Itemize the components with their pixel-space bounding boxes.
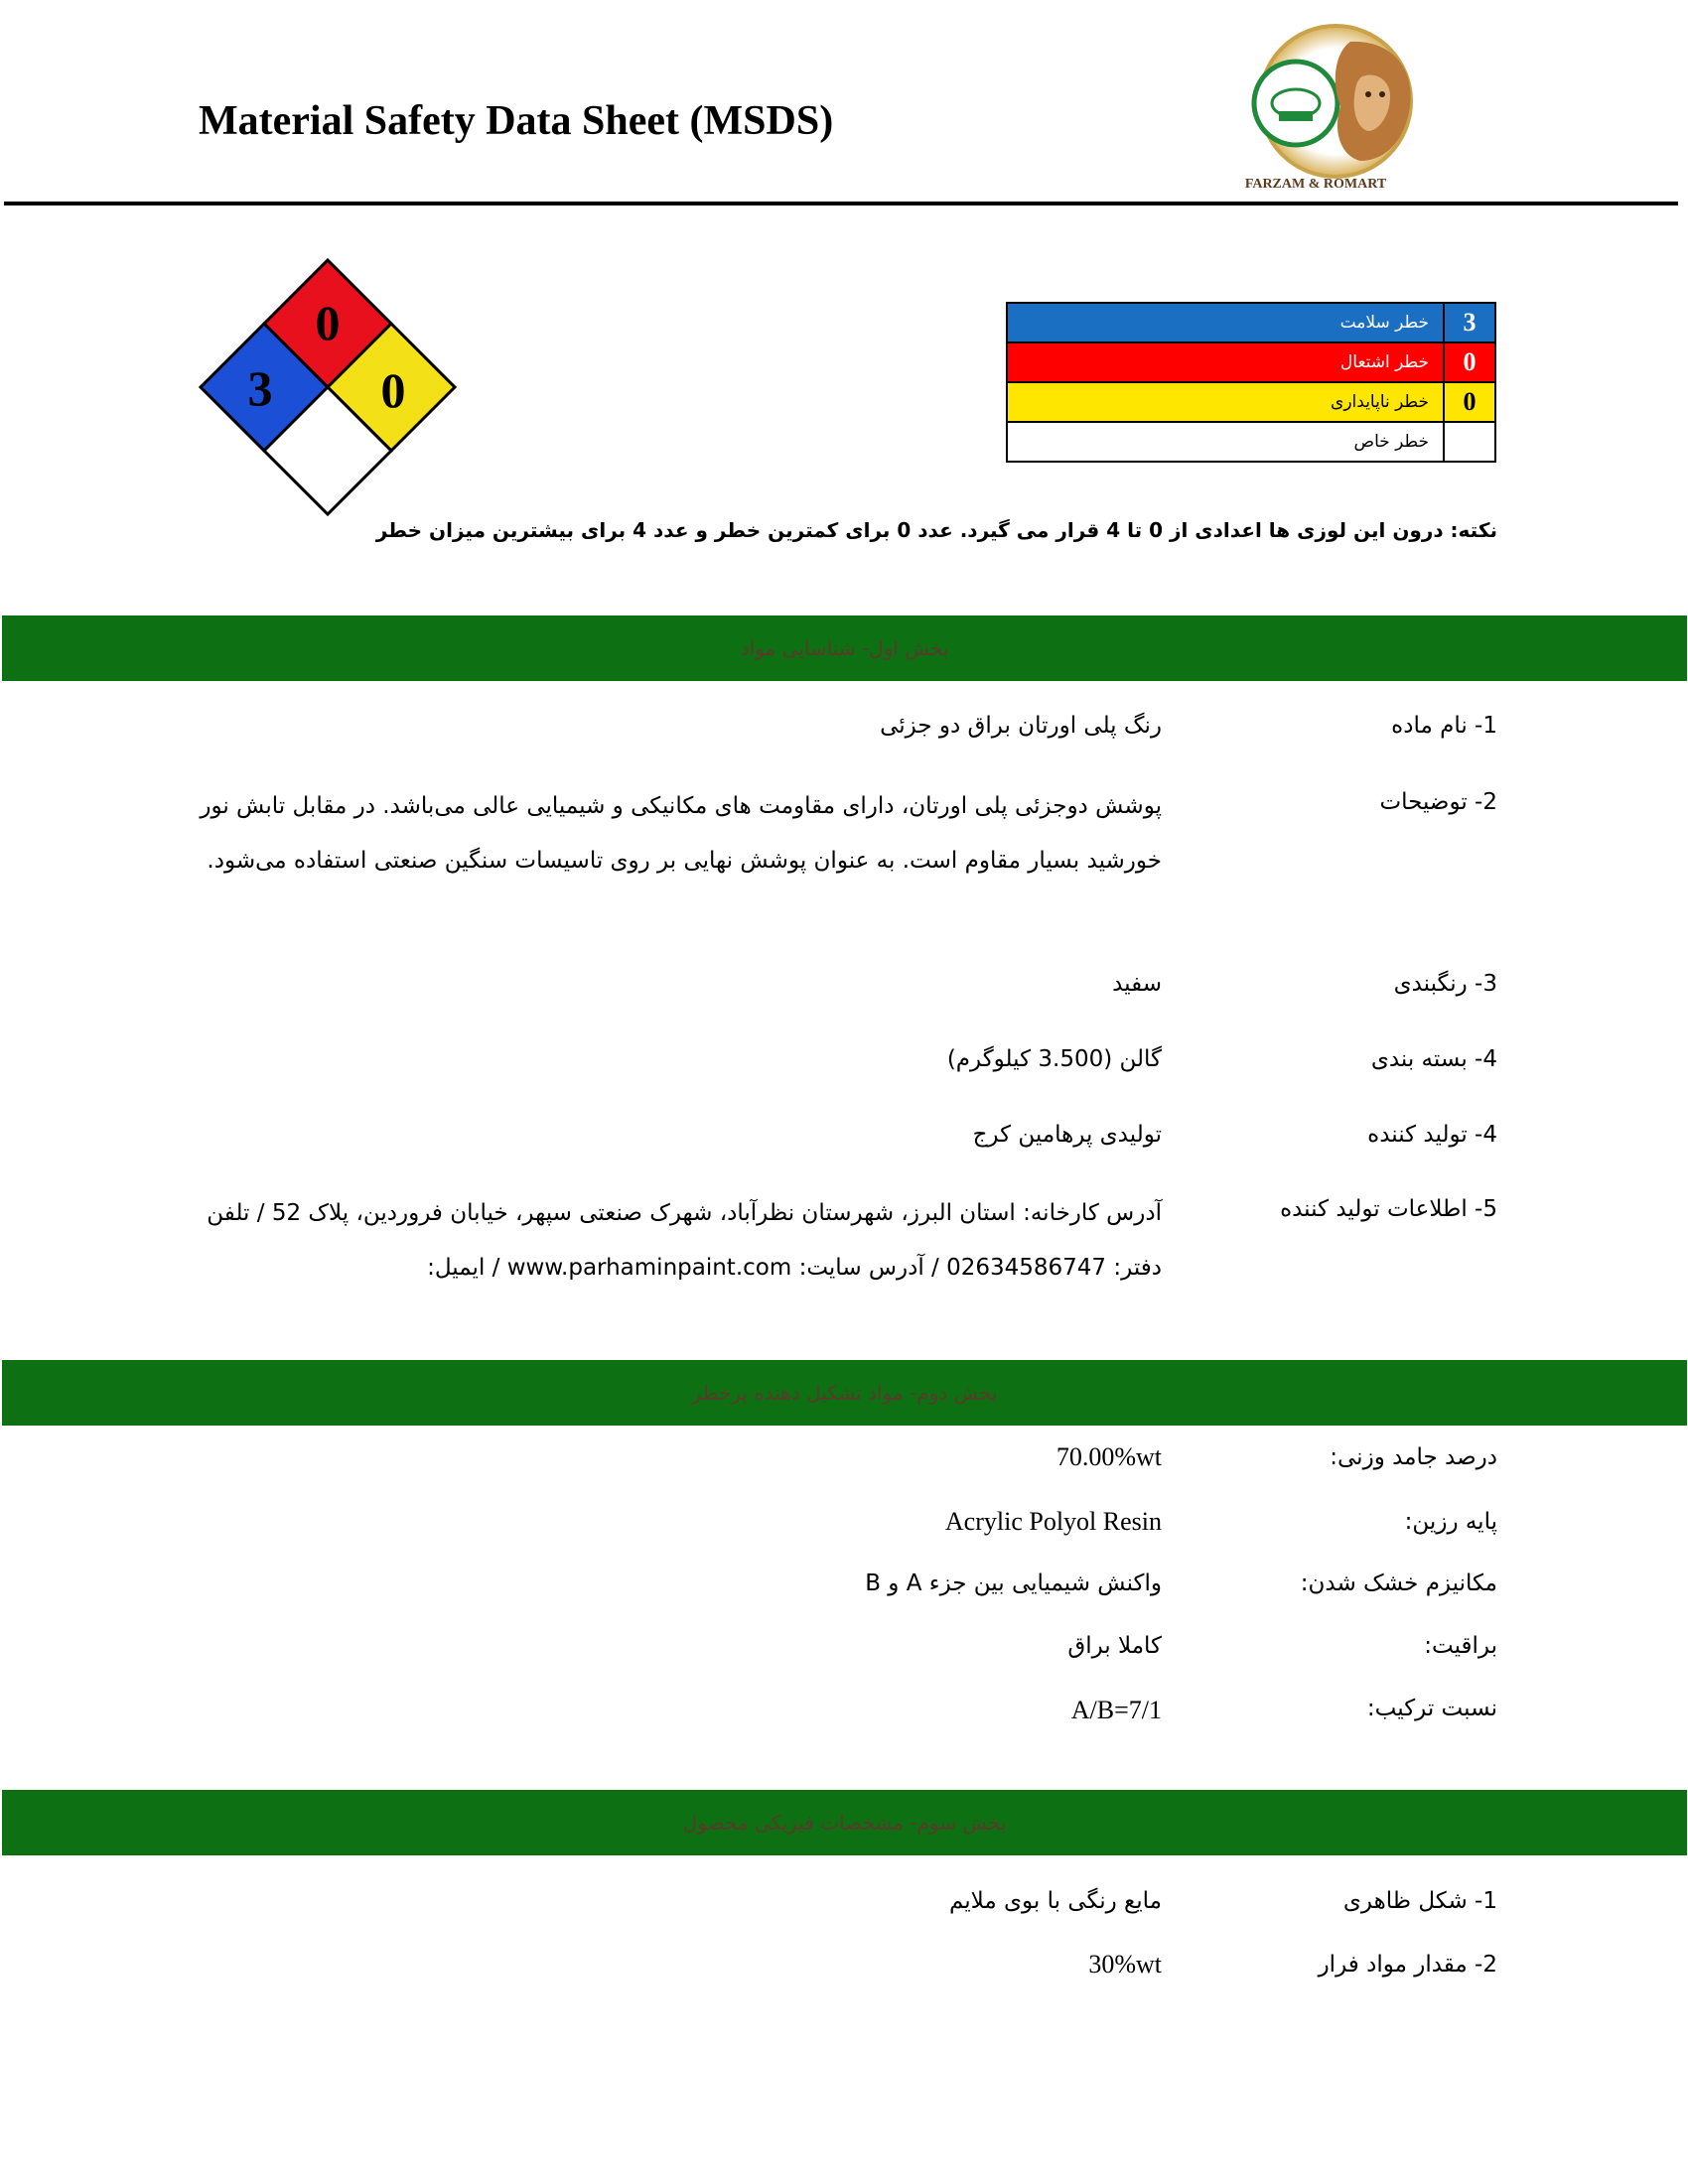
hazard-value: 3 bbox=[1444, 303, 1495, 342]
resin-base-label: پایه رزین: bbox=[1404, 1509, 1497, 1535]
hazard-label: خطر سلامت bbox=[1007, 303, 1444, 342]
description-value: پوشش دوجزئی پلی اورتان، دارای مقاومت های مکانیکی و شیمیایی عالی می‌باشد. در مقابل تابش نور خورشید بسیار مقاوم است. به عنوان پوشش نهایی بر روی تاسیسات سنگین صنعتی استفاده می‌شود. bbox=[200, 793, 1162, 874]
color-value: سفید bbox=[1112, 971, 1162, 997]
manufacturer-info-label: 5- اطلاعات تولید کننده bbox=[1280, 1196, 1497, 1222]
volatile-content-value: 30%wt bbox=[1088, 1950, 1162, 1979]
resin-base-value: Acrylic Polyol Resin bbox=[944, 1507, 1162, 1536]
hazard-row-special bbox=[1007, 422, 1495, 462]
packaging-label: 4- بسته بندی bbox=[1370, 1046, 1497, 1072]
packaging-value: گالن (3.500 کیلوگرم) bbox=[946, 1046, 1162, 1072]
section3-header: بخش سوم- مشخصات فیزیکی محصول bbox=[2, 1790, 1687, 1855]
instability-rating: 0 bbox=[380, 362, 406, 418]
material-name-value: رنگ پلی اورتان براق دو جزئی bbox=[880, 713, 1162, 739]
nfpa-diamond bbox=[199, 258, 457, 516]
health-rating: 3 bbox=[247, 360, 273, 416]
solid-percent-label: درصد جامد وزنی: bbox=[1330, 1444, 1497, 1470]
rating-note: نکته: درون این لوزی ها اعدادی از 0 تا 4 قرار می گیرد. عدد 0 برای کمترین خطر و عدد 4 برای بیشترین میزان خطر bbox=[375, 518, 1497, 542]
hazard-row-health bbox=[1007, 303, 1495, 342]
hazard-label: خطر ناپایداری bbox=[1007, 382, 1444, 422]
volatile-content-label: 2- مقدار مواد فرار bbox=[1318, 1952, 1497, 1978]
manufacturer-value: تولیدی پرهامین کرج bbox=[972, 1122, 1162, 1148]
hazard-row-flammability bbox=[1007, 342, 1495, 382]
flammability-rating: 0 bbox=[315, 295, 341, 350]
color-label: 3- رنگبندی bbox=[1393, 971, 1497, 997]
gloss-label: براقیت: bbox=[1424, 1633, 1497, 1659]
description-label: 2- توضیحات bbox=[1379, 789, 1497, 815]
solid-percent-value: 70.00%wt bbox=[1055, 1442, 1162, 1471]
hazard-value: 0 bbox=[1444, 342, 1495, 382]
logo-emblem-icon bbox=[1201, 22, 1470, 181]
logo-caption: FARZAM & ROMART bbox=[1244, 177, 1387, 192]
mix-ratio-value: A/B=7/1 bbox=[1070, 1696, 1162, 1724]
header-divider bbox=[4, 202, 1678, 205]
section1-header: بخش اول- شناسایی مواد bbox=[2, 615, 1687, 681]
material-name-label: 1- نام ماده bbox=[1391, 713, 1497, 739]
hazard-label: خطر خاص bbox=[1007, 422, 1444, 462]
hazard-value: 0 bbox=[1444, 382, 1495, 422]
manufacturer-label: 4- تولید کننده bbox=[1367, 1122, 1497, 1148]
gloss-value: کاملا براق bbox=[1067, 1633, 1162, 1659]
hazard-value bbox=[1444, 422, 1495, 462]
section2-header: بخش دوم- مواد تشکیل دهنده پرخطر bbox=[2, 1360, 1687, 1426]
company-logo bbox=[1201, 22, 1470, 199]
appearance-label: 1- شکل ظاهری bbox=[1342, 1888, 1497, 1914]
mix-ratio-label: نسبت ترکیب: bbox=[1366, 1696, 1497, 1721]
hazard-label: خطر اشتعال bbox=[1007, 342, 1444, 382]
drying-mechanism-value: واکنش شیمیایی بین جزء A و B bbox=[865, 1570, 1162, 1596]
hazard-rating-table bbox=[1006, 302, 1496, 463]
appearance-value: مایع رنگی با بوی ملایم bbox=[948, 1888, 1162, 1914]
document-title: Material Safety Data Sheet (MSDS) bbox=[199, 98, 834, 144]
manufacturer-info-value: آدرس کارخانه: استان البرز، شهرستان نظرآباد، شهرک صنعتی سپهر، خیابان فروردین، پلاک 52 / تلفن دفتر: 02634586747 / آدرس سایت: www.parhaminpaint.com / ایمیل: bbox=[207, 1200, 1162, 1281]
hazard-row-instability bbox=[1007, 382, 1495, 422]
drying-mechanism-label: مکانیزم خشک شدن: bbox=[1300, 1570, 1497, 1596]
